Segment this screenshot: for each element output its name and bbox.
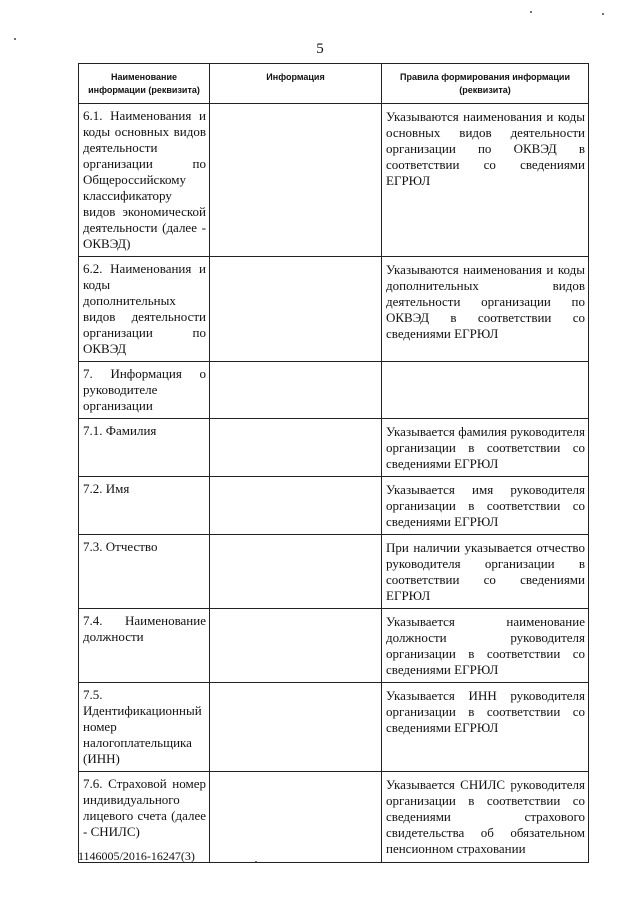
requisites-table: [78, 63, 589, 863]
table-row: [79, 362, 589, 419]
requisite-rule: [382, 362, 588, 371]
requisite-info: [210, 104, 381, 112]
cell-info: [210, 609, 382, 683]
cell-name: [79, 535, 210, 609]
cell-info: [210, 772, 382, 863]
requisite-info: [210, 609, 381, 617]
cell-rule: [382, 419, 589, 477]
requisite-info: [210, 477, 381, 485]
cell-name: [79, 257, 210, 362]
cell-rule: [382, 362, 589, 419]
requisite-info: [210, 772, 381, 780]
table-row: [79, 257, 589, 362]
cell-rule: [382, 683, 589, 772]
requisite-rule: Указывается фамилия руководителя организации в соответствии со сведениями ЕГРЮЛ: [386, 424, 585, 471]
requisite-name: 7.6. Страховой номер индивидуального лицевого счета (далее - СНИЛС): [83, 776, 206, 839]
requisite-name: 6.2. Наименования и коды дополнительных видов деятельности организации по ОКВЭД: [83, 261, 206, 356]
cell-name: [79, 104, 210, 257]
requisite-rule: Указывается наименование должности руководителя организации в соответствии со сведениями ЕГРЮЛ: [386, 614, 585, 677]
cell-name: [79, 477, 210, 535]
requisite-rule: Указываются наименования и коды дополнительных видов деятельности организации по ОКВЭД в соответствии со сведениями ЕГРЮЛ: [386, 262, 585, 341]
cell-name: [79, 419, 210, 477]
table-row: [79, 683, 589, 772]
table-header-row: [79, 64, 589, 104]
requisite-name: 7.3. Отчество: [83, 539, 158, 554]
cell-info: [210, 104, 382, 257]
header-name: Наименование информации (реквизита): [79, 64, 210, 104]
requisite-info: [210, 257, 381, 265]
scan-speck: [602, 13, 604, 15]
requisite-rule: При наличии указывается отчество руководителя организации в соответствии со сведениями ЕГРЮЛ: [386, 540, 585, 603]
cell-name: [79, 683, 210, 772]
cell-info: [210, 477, 382, 535]
document-code: 1146005/2016-16247(3): [78, 849, 195, 863]
table-row: [79, 609, 589, 683]
cell-rule: [382, 535, 589, 609]
cell-info: [210, 257, 382, 362]
requisite-name: 6.1. Наименования и коды основных видов деятельности организации по Общероссийскому классификатору видов экономической деятельности (далее - ОКВЭД): [83, 108, 206, 251]
cell-rule: [382, 257, 589, 362]
requisite-info: [210, 362, 381, 370]
cell-info: [210, 419, 382, 477]
scan-speck: [14, 38, 16, 40]
cell-rule: [382, 477, 589, 535]
table-row: [79, 419, 589, 477]
requisite-rule: Указывается ИНН руководителя организации в соответствии со сведениями ЕГРЮЛ: [386, 688, 585, 735]
requisite-rule: Указывается имя руководителя организации в соответствии со сведениями ЕГРЮЛ: [386, 482, 585, 529]
cell-info: [210, 535, 382, 609]
cell-rule: [382, 772, 589, 863]
cell-info: [210, 362, 382, 419]
table-row: [79, 104, 589, 257]
table-row: [79, 477, 589, 535]
table-row: [79, 535, 589, 609]
requisite-info: [210, 419, 381, 427]
requisite-name: 7.2. Имя: [83, 481, 130, 496]
requisite-rule: Указываются наименования и коды основных видов деятельности организации по ОКВЭД в соответствии со сведениями ЕГРЮЛ: [386, 109, 585, 188]
requisite-name: 7. Информация о руководителе организации: [83, 366, 206, 413]
cell-name: [79, 362, 210, 419]
cell-rule: [382, 609, 589, 683]
requisite-info: [210, 535, 381, 543]
requisite-info: [210, 683, 381, 691]
requisite-name: 7.1. Фамилия: [83, 423, 157, 438]
requisite-rule: Указывается СНИЛС руководителя организации в соответствии со сведениями страхового свидетельства об обязательном пенсионном страховании: [386, 777, 585, 856]
page-number: 5: [316, 41, 324, 57]
requisite-name: 7.5. Идентификационный номер налогоплательщика (ИНН): [83, 687, 202, 766]
cell-rule: [382, 104, 589, 257]
scan-speck: [530, 11, 532, 13]
cell-info: [210, 683, 382, 772]
header-rule: Правила формирования информации (реквизита): [382, 64, 589, 104]
header-info: Информация: [210, 64, 382, 104]
requisite-name: 7.4. Наименование должности: [83, 613, 206, 644]
cell-name: [79, 609, 210, 683]
